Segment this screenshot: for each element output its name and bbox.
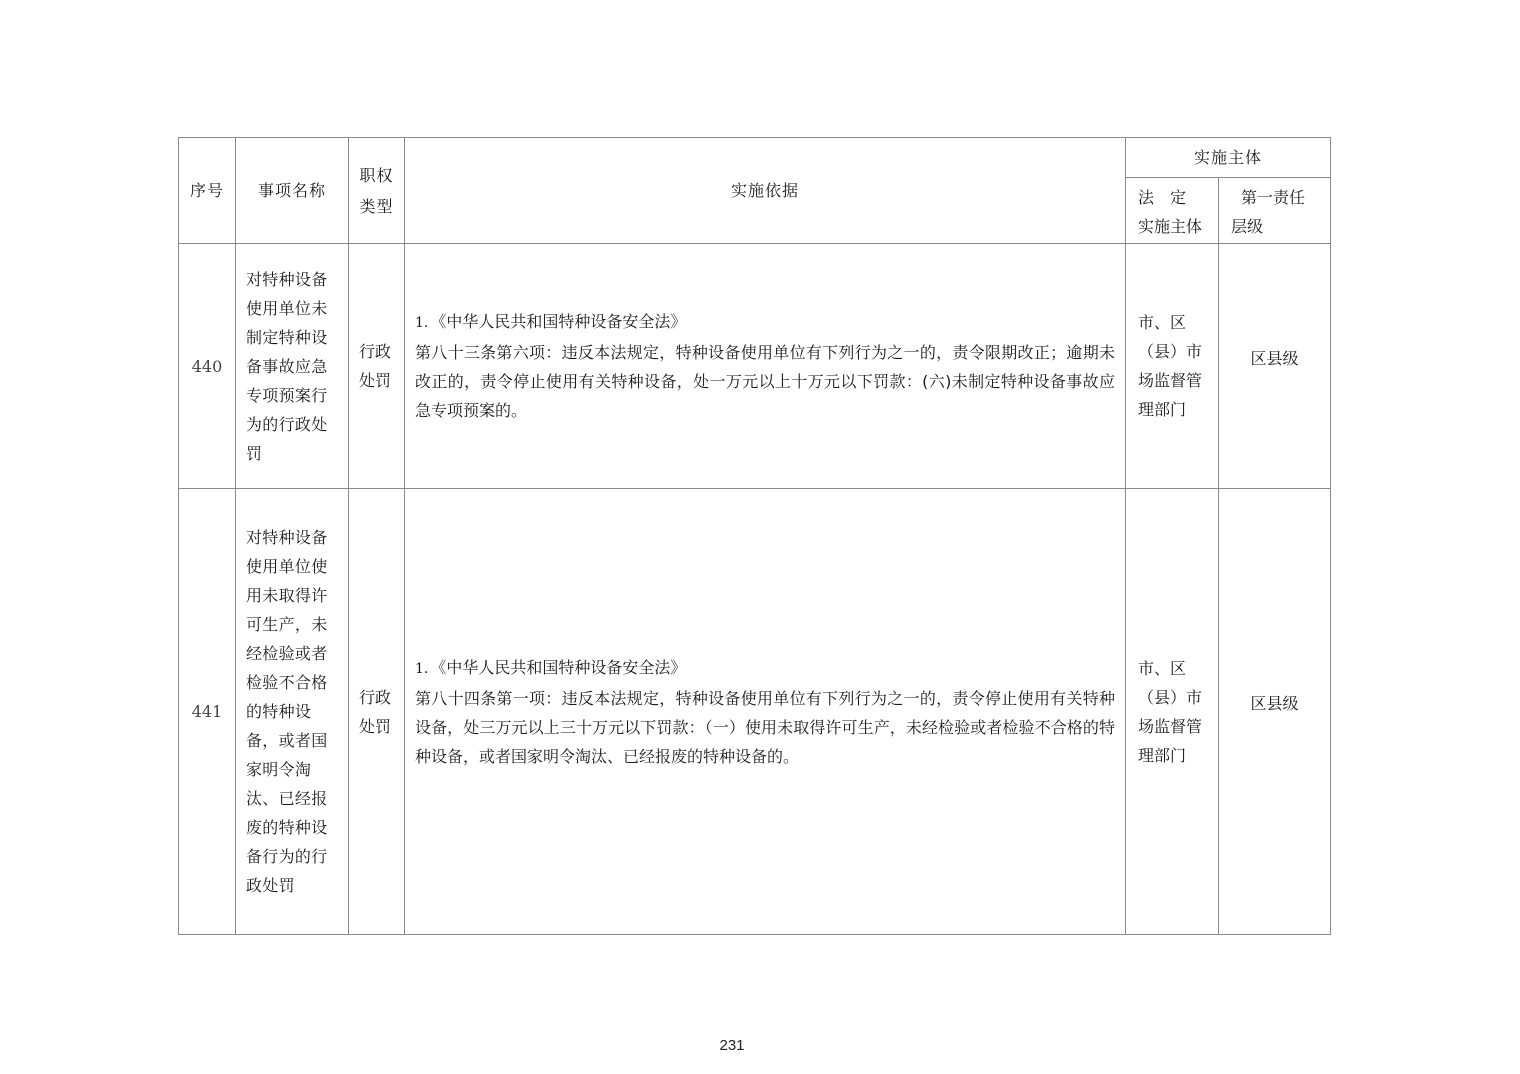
header-item-name: 事项名称 — [236, 138, 349, 244]
header-legal-subject — [1126, 178, 1219, 244]
law-article: 第八十三条第六项：违反本法规定，特种设备使用单位有下列行为之一的，责令限期改正；逾期未改正的，责令停止使用有关特种设备，处一万元以上十万元以下罚款：(六)未制定特种设备事故应急专项预案的。 — [415, 343, 1115, 420]
law-number: 1. — [415, 315, 429, 331]
row-first-level-text: 区县级 — [1250, 694, 1299, 713]
row-type-line2: 处罚 — [359, 716, 392, 736]
table-row — [179, 244, 1331, 489]
header-legal-subject-line1: 法 定 — [1138, 187, 1187, 207]
law-title: 《中华人民共和国特种设备安全法》 — [430, 312, 687, 331]
row-first-level-text: 区县级 — [1250, 348, 1299, 368]
authority-table — [178, 137, 1331, 935]
row-type-line1: 行政 — [359, 687, 392, 707]
row-basis — [405, 489, 1126, 935]
row-type-line1: 行政 — [359, 342, 392, 361]
row-basis — [405, 244, 1126, 489]
header-first-level — [1219, 178, 1331, 244]
row-seq: 441 — [179, 489, 236, 935]
law-title: 《中华人民共和国特种设备安全法》 — [430, 657, 687, 677]
law-article: 第八十四条第一项：违反本法规定，特种设备使用单位有下列行为之一的，责令停止使用有关特种设备，处三万元以上三十万元以下罚款：（一）使用未取得许可生产，未经检验或者检验不合格的特种设备，或者国家明令淘汰、已经报废的特种设备的。 — [415, 688, 1115, 766]
header-authority-type — [349, 138, 405, 244]
header-basis: 实施依据 — [405, 138, 1126, 244]
row-seq: 440 — [179, 244, 236, 489]
row-authority-type — [349, 244, 405, 489]
page-number: 231 — [719, 1037, 745, 1054]
row-legal-subject: 市、区（县）市场监督管理部门 — [1126, 489, 1219, 935]
law-reference — [415, 653, 1115, 684]
law-reference — [415, 307, 1115, 338]
header-authority-type-line1: 职权 — [359, 165, 394, 185]
table-row — [179, 489, 1331, 935]
row-item-name: 对特种设备使用单位未制定特种设备事故应急专项预案行为的行政处罚 — [236, 244, 349, 489]
row-type-line2: 处罚 — [359, 371, 392, 390]
row-legal-subject: 市、区（县）市场监督管理部门 — [1126, 244, 1219, 489]
row-item-name: 对特种设备使用单位使用未取得许可生产，未经检验或者检验不合格的特种设备，或者国家明令淘汰、已经报废的特种设备行为的行政处罚 — [236, 489, 349, 935]
header-seq: 序号 — [179, 138, 236, 244]
row-authority-type — [349, 489, 405, 935]
header-first-level-line1: 第一责任 — [1241, 187, 1306, 207]
header-legal-subject-line2: 实施主体 — [1138, 216, 1203, 236]
header-authority-type-line2: 类型 — [359, 196, 394, 216]
row-first-level — [1219, 489, 1331, 935]
row-first-level — [1219, 244, 1331, 489]
header-subject-group: 实施主体 — [1126, 138, 1331, 178]
law-number: 1. — [415, 660, 429, 677]
header-first-level-line2: 层级 — [1231, 216, 1264, 236]
